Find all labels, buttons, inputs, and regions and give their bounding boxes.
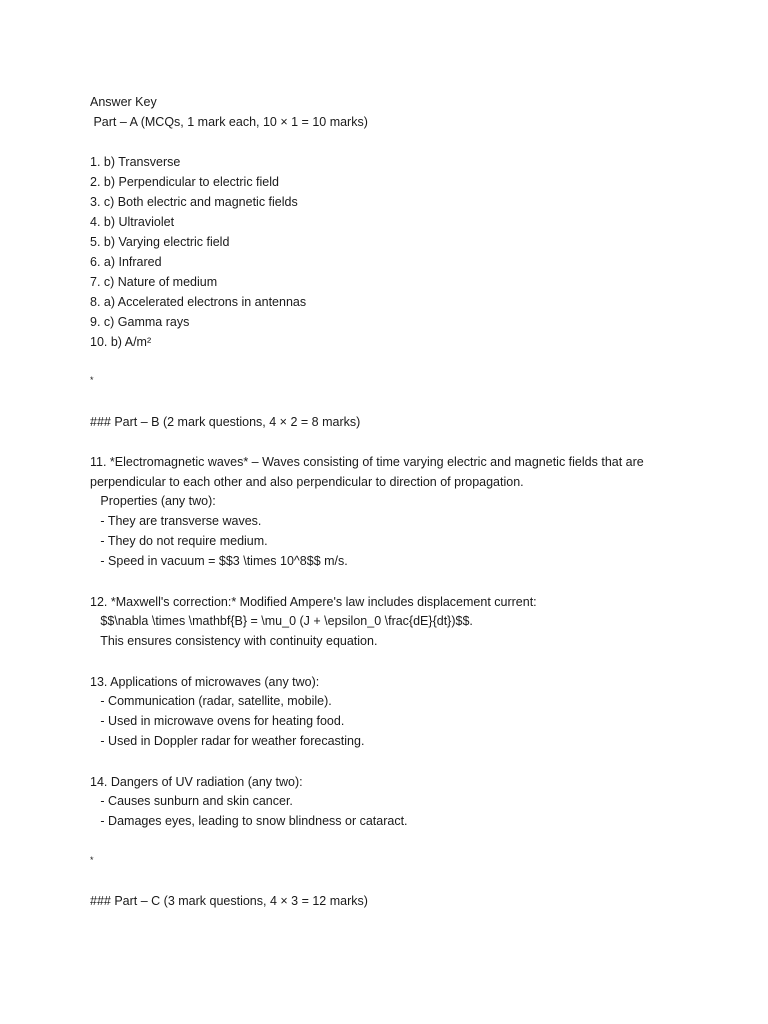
q12-line: This ensures consistency with continuity equation. bbox=[90, 634, 378, 648]
q12-line: 12. *Maxwell's correction:* Modified Ampere's law includes displacement current: bbox=[90, 595, 537, 609]
mcq-answer: 10. b) A/m² bbox=[90, 335, 152, 349]
q13-line: 13. Applications of microwaves (any two): bbox=[90, 675, 320, 689]
q13-bullet: - Communication (radar, satellite, mobile). bbox=[90, 694, 332, 708]
q14-bullet: - Damages eyes, leading to snow blindness or cataract. bbox=[90, 814, 408, 828]
q14-bullet: - Causes sunburn and skin cancer. bbox=[90, 794, 293, 808]
part-c-heading: ### Part – C (3 mark questions, 4 × 3 = 12 marks) bbox=[90, 894, 368, 908]
mcq-answer: 3. c) Both electric and magnetic fields bbox=[90, 195, 298, 209]
mcq-answer: 4. b) Ultraviolet bbox=[90, 215, 175, 229]
mcq-answer: 9. c) Gamma rays bbox=[90, 315, 190, 329]
q11-line: 11. *Electromagnetic waves* – Waves consisting of time varying electric and magnetic fields that are bbox=[90, 455, 644, 469]
document-title: Answer Key bbox=[90, 95, 157, 109]
mcq-answer: 5. b) Varying electric field bbox=[90, 235, 230, 249]
part-b-heading: ### Part – B (2 mark questions, 4 × 2 = 8 marks) bbox=[90, 415, 361, 429]
q11-line: Properties (any two): bbox=[90, 494, 216, 508]
mcq-answer: 8. a) Accelerated electrons in antennas bbox=[90, 295, 307, 309]
section-separator: * bbox=[90, 855, 94, 865]
mcq-answer: 7. c) Nature of medium bbox=[90, 275, 218, 289]
mcq-answer: 2. b) Perpendicular to electric field bbox=[90, 175, 279, 189]
q11-bullet: - They are transverse waves. bbox=[90, 514, 262, 528]
q11-bullet: - Speed in vacuum = $$3 \times 10^8$$ m/s. bbox=[90, 554, 348, 568]
q14-line: 14. Dangers of UV radiation (any two): bbox=[90, 775, 303, 789]
q11-line: perpendicular to each other and also perpendicular to direction of propagation. bbox=[90, 475, 524, 489]
q11-bullet: - They do not require medium. bbox=[90, 534, 268, 548]
mcq-answer: 1. b) Transverse bbox=[90, 155, 181, 169]
q13-bullet: - Used in microwave ovens for heating food. bbox=[90, 714, 345, 728]
section-separator: * bbox=[90, 375, 94, 385]
q12-line: $$\nabla \times \mathbf{B} = \mu_0 (J + \epsilon_0 \frac{dE}{dt})$$. bbox=[90, 614, 473, 628]
part-a-heading: Part – A (MCQs, 1 mark each, 10 × 1 = 10 marks) bbox=[90, 115, 368, 129]
q13-bullet: - Used in Doppler radar for weather forecasting. bbox=[90, 734, 365, 748]
mcq-answer: 6. a) Infrared bbox=[90, 255, 162, 269]
